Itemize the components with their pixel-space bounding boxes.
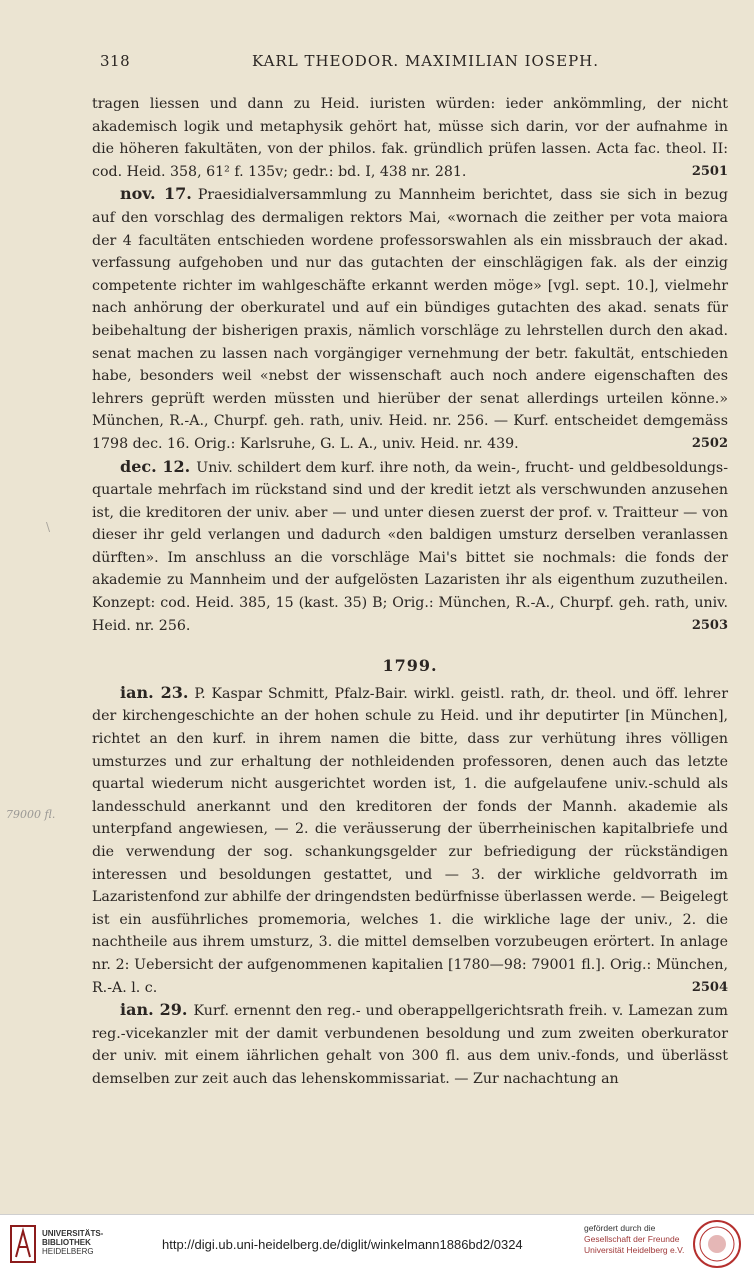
university-seal-icon (692, 1219, 742, 1269)
entry-number: 2501 (691, 163, 728, 179)
entry-2501 (92, 93, 728, 183)
entry-2502 (92, 183, 728, 455)
permalink-url[interactable]: http://digi.ub.uni-heidelberg.de/diglit/winkelmann1886bd2/0324 (162, 1237, 523, 1252)
body-text (92, 93, 728, 1091)
entry-text: Praesidialversammlung zu Mannheim berichtet, dass sie sich in bezug auf den vorschlag des dermaligen rektors Mai, «wornach die zeither per vota maiora der 4 facultäten entschieden wordene professorswahlen als ein missbrauch der akad. verfassung aufgehoben und nur das gutachten der einschlägigen fak. als der einzig competente richter im wahlgeschäfte erkannt werden möge» [vgl. sept. 10.], vielmehr nach anhörung der oberkuratel und auf ein bündiges gutachten des akad. senats für beibehaltung der bisherigen praxis, nämlich vorschläge zu lehrstellen durch den akad. senat machen zu lassen nach vorgängiger vernehmung der betr. fakultät, entschieden habe, besonders weil «nebst der wissenschaft auch noch andere eigenschaften des lehrers geprüft werden müssten und hierüber der senat allerdings urteilen könne.» München, R.-A., Churpf. geh. rath, univ. Heid. nr. 256. — Kurf. entscheidet demgemäss 1798 dec. 16. Orig.: Karlsruhe, G. L. A., univ. Heid. nr. 439. (92, 187, 728, 452)
entry-number: 2502 (691, 435, 728, 451)
entry-date: ian. 23. (120, 682, 189, 702)
running-title: KARL THEODOR. MAXIMILIAN IOSEPH. (252, 52, 600, 70)
entry-text: tragen liessen und dann zu Heid. iuristen würden: ieder ankömmling, der nicht akademisch logik und metaphysik gehört hat, müsse sich darin, vor der aufnahme in die höheren fakultäten, von der philos. fak. gründlich prüfen lassen. Acta fac. theol. II: cod. Heid. 358, 61² f. 135v; gedr.: bd. I, 438 nr. 281. (92, 96, 728, 180)
sponsor-text: gefördert durch die Gesellschaft der Freunde Universität Heidelberg e.V. (584, 1223, 685, 1255)
entry-2505 (92, 999, 728, 1090)
entry-2504 (92, 682, 728, 999)
footer-bar (0, 1214, 754, 1273)
entry-2503 (92, 456, 728, 638)
entry-date: dec. 12. (120, 456, 191, 476)
margin-mark: \ (46, 520, 51, 534)
entry-date: ian. 29. (120, 1000, 188, 1020)
page-number: 318 (100, 52, 131, 70)
entry-number: 2504 (691, 979, 728, 995)
entry-text: P. Kaspar Schmitt, Pfalz-Bair. wirkl. geistl. rath, dr. theol. und öff. lehrer der kirchengeschichte an der hohen schule zu Heid. und ihr deputirter [in München], richtet an den kurf. in ihrem namen die bitte, dass zur verhütung ihres völligen umsturzes und zur erhaltung der nothleidenden professoren, denen auch das letzte quartal wiederum nicht ausgerichtet worden ist, 1. die aufgelaufene univ.-schuld als landesschuld anerkannt und den kreditoren der fonds der Mannh. akademie als unterpfand angewiesen, — 2. die veräusserung der überrheinischen kapitalbriefe und die verwendung der sog. schankungsgelder zur befriedigung der rückständigen interessen und besoldungen gestattet, und — 3. der wirkliche geldvorrath im Lazaristenfond zur abhilfe der dringendsten bedürfnisse überlassen werde. — Beigelegt ist ein ausführliches promemoria, welches 1. die wirkliche lage der univ., 2. die nachtheile aus ihrem umsturz, 3. die mittel demselben vorzubeugen erörtert. In anlage nr. 2: Uebersicht der aufgenommenen kapitalien [1780—98: 79001 fl.]. Orig.: München, R.-A. l. c. (92, 685, 728, 996)
library-name: UNIVERSITÄTS- BIBLIOTHEK HEIDELBERG (42, 1229, 104, 1256)
university-library-logo-icon (10, 1225, 36, 1263)
entry-text: Kurf. ernennt den reg.- und oberappellgerichtsrath freih. v. Lamezan zum reg.-vicekanzler mit der damit verbundenen besoldung und zum zweiten oberkurator der univ. mit einem iährlichen gehalt von 300 fl. aus dem univ.-fonds, und überlässt demselben zur zeit auch das lehenskommissariat. — Zur nachachtung an (92, 1003, 728, 1087)
year-heading: 1799. (382, 656, 438, 676)
entry-date: nov. 17. (120, 184, 192, 204)
margin-note: 79000 fl. (6, 808, 56, 821)
entry-number: 2503 (691, 617, 728, 633)
entry-text: Univ. schildert dem kurf. ihre noth, da wein-, frucht- und geldbesoldungs-quartale mehrfach im rückstand sind und der kredit ietzt als verschwunden anzusehen ist, die kreditoren der univ. aber — und unter diesen zuerst der prof. v. Traitteur — von dieser ihr geld verlangen und dadurch «den baldigen umsturz derselben veranlassen dürften». Im anschluss an die vorschläge Mai's bittet sie nochmals: die fonds der akademie zu Mannheim und der aufgelösten Lazaristen ihr als eigenthum zuzutheilen. Konzept: cod. Heid. 385, 15 (kast. 35) B; Orig.: München, R.-A., Churpf. geh. rath, univ. Heid. nr. 256. (92, 459, 728, 634)
